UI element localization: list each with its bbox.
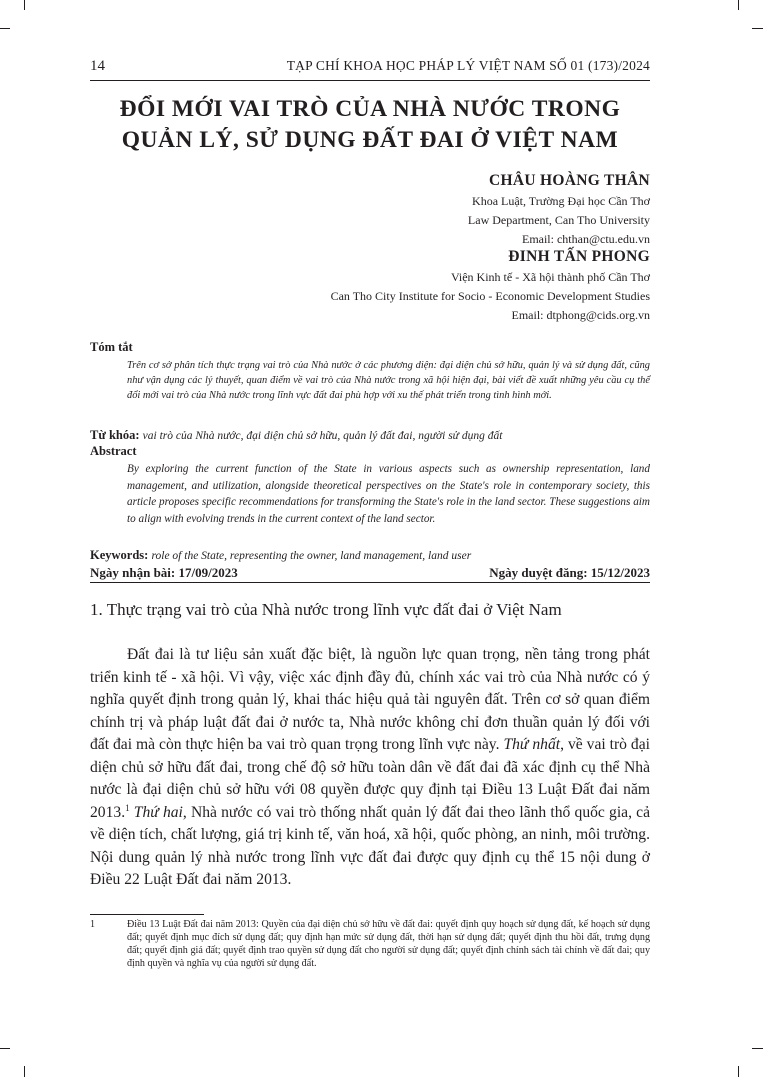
body-paragraph (90, 644, 650, 892)
author-block-2 (331, 246, 650, 325)
keywords-en-text: role of the State, representing the owner, land management, land user (151, 550, 472, 562)
crop-mark (0, 28, 10, 29)
body-text-part-1: Đất đai là tư liệu sản xuất đặc biệt, là nguồn lực quan trọng, nền tảng trong phát triển kinh tế - xã hội. Vì vậy, việc xác định đầy đủ, chính xác vai trò của Nhà nước có ý nghĩa quyết định trong quản lý, khai thác hiệu quả tài nguyên đất. Trên cơ sở quan điểm chính trị và pháp luật đất đai ở nước ta, Nhà nước không chỉ đơn thuần quản lý đối với đất đai mà còn thực hiện ba vai trò quan trọng trong lĩnh vực này. (90, 646, 650, 753)
crop-mark (738, 0, 739, 10)
author-name: CHÂU HOÀNG THÂN (489, 172, 650, 189)
crop-mark (738, 1066, 739, 1077)
crop-mark (752, 1048, 763, 1049)
received-date: Ngày nhận bài: 17/09/2023 (90, 565, 238, 580)
dates-rule (90, 582, 650, 583)
body-text-part-2: , về vai trò đại diện chủ sở hữu đất đai, trong chế độ sở hữu toàn dân về đất đai đã xác định cụ thể Nhà nước là đại diện chủ sở hữu với 08 quyền được quy định tại Điều 13 Luật Đất đai năm 2013. (90, 736, 650, 821)
keywords-en-label: Keywords: (90, 548, 149, 562)
abstract-en-text: By exploring the current function of the State in various aspects such as ownership representation, land management, and utilization, alongside theoretical perspectives on the State's role in contemporary society, this article proposes specific recommendations for transforming the State's role in the land sector. These suggestions aim to align with evolving trends in the current context of the land sector. (127, 463, 650, 525)
summary-vi-text: Trên cơ sở phân tích thực trạng vai trò của Nhà nước ở các phương diện: đại diện chủ sở hữu, quản lý và sử dụng đất, cũng như vận dụng các lý thuyết, quan điểm về vai trò của Nhà nước trong xã hội hiện đại, bài viết đề xuất những yêu cầu cụ thể đổi mới vai trò của Nhà nước trong lĩnh vực đất đai phù hợp với xu thế phát triển trong tình hình mới. (127, 360, 650, 402)
running-header (90, 58, 650, 80)
footnote-rule (90, 914, 204, 915)
keywords-vi (90, 428, 650, 444)
crop-mark (24, 0, 25, 10)
crop-mark (0, 1048, 10, 1049)
body-text-part-3: , Nhà nước có vai trò thống nhất quản lý đất đai theo lãnh thổ quốc gia, cả về diện tích, chất lượng, giá trị kinh tế, văn hoá, xã hội, quốc phòng, an ninh, môi trường. Nội dung quản lý nhà nước trong lĩnh vực đất đai được quy định cụ thể 15 nội dung ở Điều 22 Luật Đất đai năm 2013. (90, 803, 650, 888)
first-point-label: Thứ nhất (503, 736, 561, 753)
footnote-reference[interactable]: 1 (125, 802, 130, 813)
author-email[interactable]: Email: chthan@ctu.edu.vn (521, 232, 650, 246)
keywords-vi-text: vai trò của Nhà nước, đại diện chủ sở hữu, quản lý đất đai, người sử dụng đất (142, 430, 503, 442)
footnote (90, 918, 650, 970)
author-affiliation-vi: Viện Kinh tế - Xã hội thành phố Cần Thơ (450, 270, 650, 284)
page-number: 14 (90, 58, 105, 74)
author-affiliation-en: Law Department, Can Tho University (467, 213, 650, 227)
article-title (90, 94, 650, 156)
title-line-2: QUẢN LÝ, SỬ DỤNG ĐẤT ĐAI Ở VIỆT NAM (121, 127, 619, 153)
author-block-1 (468, 170, 650, 249)
keywords-en (90, 548, 650, 564)
author-email[interactable]: Email: dtphong@cids.org.vn (511, 308, 650, 322)
article-dates (90, 565, 650, 581)
author-name: ĐINH TẤN PHONG (508, 248, 650, 265)
second-point-label: Thứ hai (133, 803, 183, 821)
accepted-date: Ngày duyệt đăng: 15/12/2023 (489, 565, 650, 580)
crop-mark (752, 28, 763, 29)
crop-mark (24, 1066, 25, 1077)
author-affiliation-en: Can Tho City Institute for Socio - Economic Development Studies (330, 289, 650, 303)
footnote-number: 1 (90, 919, 96, 930)
header-rule (90, 80, 650, 81)
author-affiliation-vi: Khoa Luật, Trường Đại học Cần Thơ (472, 194, 650, 208)
title-line-1: ĐỔI MỚI VAI TRÒ CỦA NHÀ NƯỚC TRONG (119, 96, 621, 122)
section-heading: 1. Thực trạng vai trò của Nhà nước trong lĩnh vực đất đai ở Việt Nam (90, 600, 562, 619)
journal-title: TẠP CHÍ KHOA HỌC PHÁP LÝ VIỆT NAM SỐ 01 (173)/2024 (286, 58, 650, 73)
footnote-text: Điều 13 Luật Đất đai năm 2013: Quyền của đại diện chủ sở hữu về đất đai: quyết định quy hoạch sử dụng đất, kế hoạch sử dụng đất; quyết định mục đích sử dụng đất; quy định hạn mức sử dụng đất, thời hạn sử dụng đất; quyết định thu hồi đất, trưng dụng đất; quyết định giá đất; quyết định trao quyền sử dụng đất cho người sử dụng đất; quyết định chính sách tài chính về đất đai; quy định quyền và nghĩa vụ của người sử dụng đất. (127, 919, 650, 969)
keywords-vi-label: Từ khóa: (90, 428, 140, 442)
abstract-en-label: Abstract (90, 444, 137, 458)
summary-vi-label: Tóm tắt (90, 340, 133, 354)
